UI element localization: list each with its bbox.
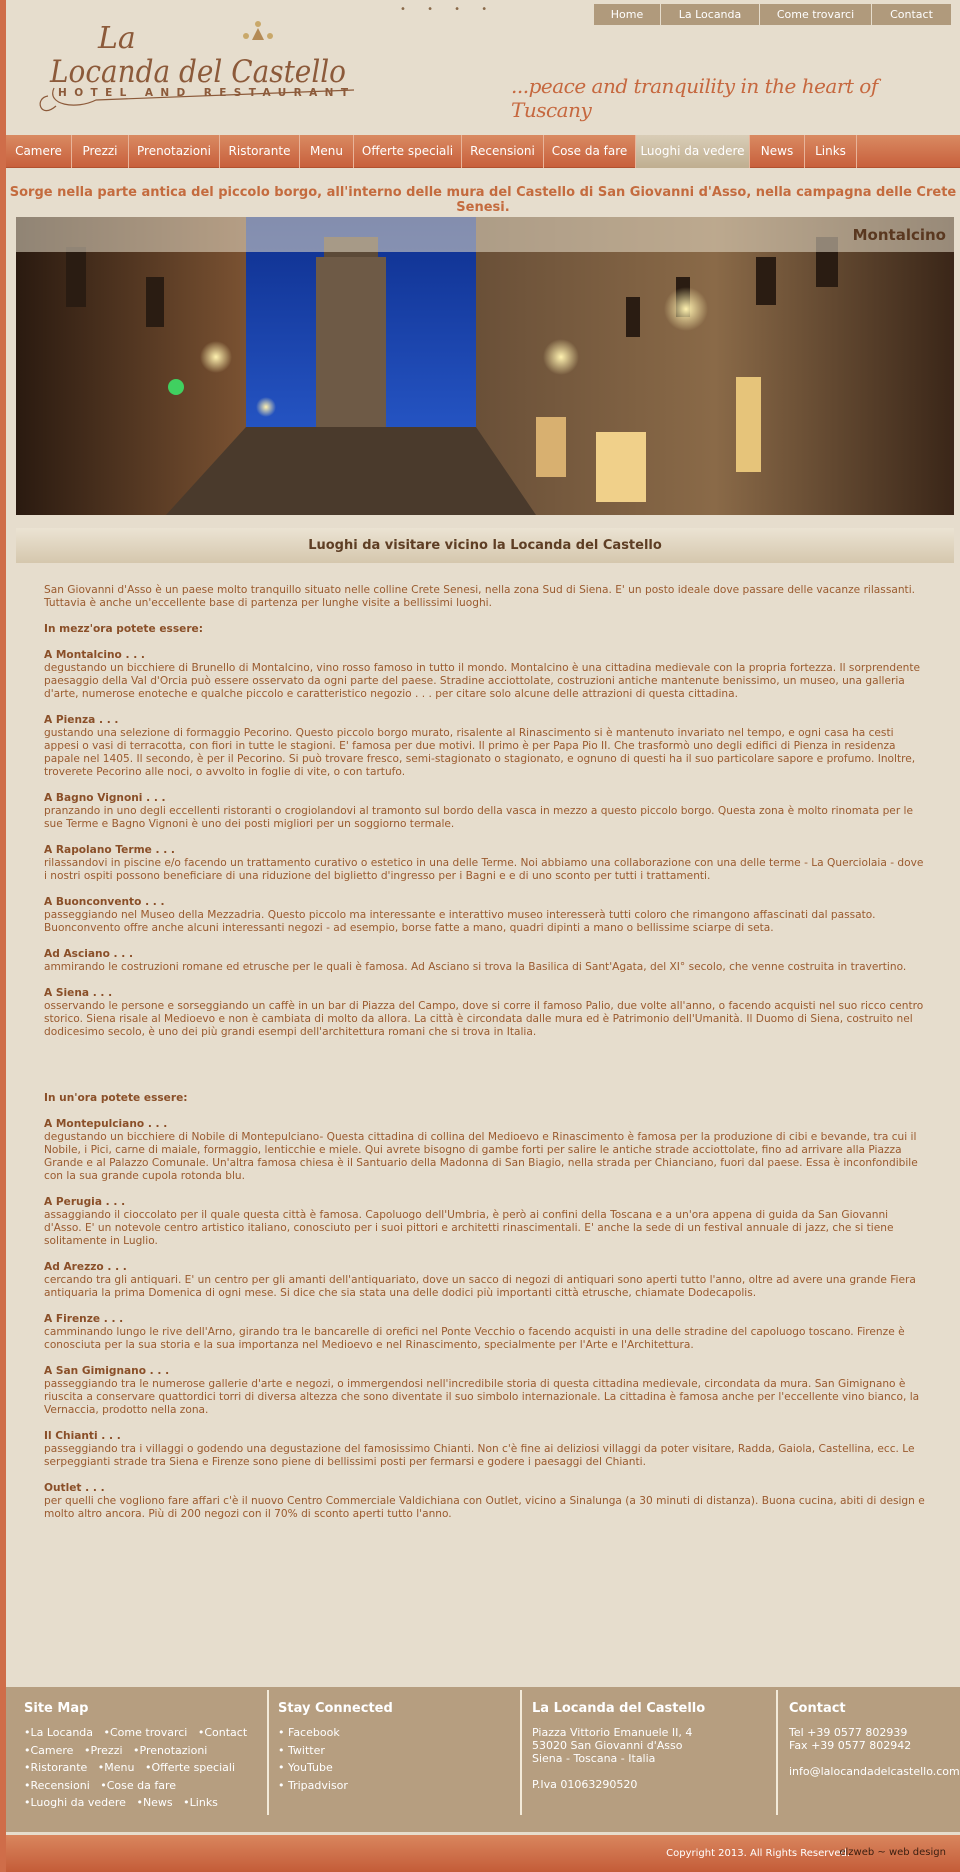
copyright-bar [6,1835,960,1872]
place-entry [44,1430,929,1469]
top-navigation [593,4,951,25]
web-design-credit-link[interactable]: elzweb ~ web design [839,1847,946,1858]
sitemap-row: •Camere •Prezzi •Prenotazioni [24,1743,208,1757]
sitemap-row: •Recensioni •Cose da fare [24,1778,177,1792]
main-navigation [6,135,960,168]
sitemap-link-luoghi-da-vedere[interactable]: Luoghi da vedere [30,1796,126,1809]
top-link-la-locanda[interactable]: La Locanda [660,4,759,25]
tripadvisor-link[interactable]: Tripadvisor [288,1778,348,1792]
footer-divider [267,1690,269,1815]
nav-cose-da-fare[interactable]: Cose da fare [544,135,636,168]
half-hour-heading: In mezz'ora potete essere: [44,623,203,635]
place-title: A San Gimignano . . . [44,1365,170,1377]
sitemap-row: •La Locanda •Come trovarci •Contact [24,1726,248,1739]
hero-caption-bar [16,217,954,252]
article-body [44,584,929,1534]
sitemap-link-recensioni[interactable]: Recensioni [30,1778,90,1792]
nav-recensioni[interactable]: Recensioni [462,135,544,168]
youtube-link[interactable]: YouTube [288,1761,333,1774]
twitter-link[interactable]: Twitter [288,1743,325,1757]
place-description: passeggiando tra i villaggi o godendo una degustazione del famosissimo Chianti. Non c'è fine ai deliziosi villaggi da poter visitare, Radda, Gaiola, Castellina, ecc. Le serpeggianti strade tra Siena e Firenze sono piene di bellissimi posti per fermarsi e godere i paesaggi del Chianti. [44,1443,915,1468]
nav-luoghi-da-vedere[interactable]: Luoghi da vedere [636,135,750,168]
place-description: gustando una selezione di formaggio Pecorino. Questo piccolo borgo murato, risalente al Rinascimento si è mantenuto invariato nel tempo, e ogni casa ha cesti appesi o vasi di terracotta, con fiori in tutte le stagioni. E' famosa per due motivi. Il primo è per Papa Pio II. Che trasformò uno degli edifici di Pienza in residenza papale nel 1405. Il secondo, è per il Pecorino. Si può trovare fresco, semi-stagionato o stagionato, e ognuno di questi ha il suo particolare sapore e profumo. Inoltre, troverete Pecorino alle noci, o avvolto in foglie di vite, o con tartufo. [44,727,916,778]
top-link-contact[interactable]: Contact [871,4,951,25]
footer-sitemap-title: Site Map [24,1701,89,1716]
place-entry [44,649,929,701]
top-link-home[interactable]: Home [593,4,660,25]
place-title: A Firenze . . . [44,1313,124,1325]
footer [6,1687,960,1832]
footer-contact [784,1687,960,1815]
place-title: A Perugia . . . [44,1196,126,1208]
sitemap-link-cose-da-fare[interactable]: Cose da fare [106,1778,177,1792]
hero-caption: Montalcino [852,226,946,244]
footer-address-title: La Locanda del Castello [532,1701,706,1716]
place-description: degustando un bicchiere di Brunello di Montalcino, vino rosso famoso in tutto il mondo. Montalcino è una cittadina medievale con la propria fortezza. Il sorprendente paesaggio della Val d'Orcia può essere osservato da ogni parte del paese. Stradine acciottolate, costruzioni antiche mantenute benissimo, un museo, una galleria d'arte, numerose enoteche e qualche piccolo e caratteristico negozio . . . per citare solo alcune delle attrazioni di questa cittadina. [44,662,920,700]
place-description: cercando tra gli antiquari. E' un centro per gli amanti dell'antiquariato, dove un sacco di negozi di antiquari sono aperti tutto l'anno, oltre ad avere una grande Fiera antiquaria la prima Domenica di ogni mese. Si dice che sia stata una delle dodici più importanti città etrusche, chiamate Dodecapolis. [44,1274,916,1299]
address-line: 53020 San Giovanni d'Asso [532,1739,683,1752]
footer-sitemap [18,1687,268,1815]
hero-image [16,217,954,515]
contact-fax: Fax +39 0577 802942 [789,1739,912,1752]
footer-divider [776,1690,778,1815]
logo-line1: La [98,21,136,56]
sitemap-link-links[interactable]: Links [189,1796,218,1809]
montalcino-street-photo [16,217,954,515]
footer-divider [520,1690,522,1815]
place-title: A Montepulciano . . . [44,1118,168,1130]
place-title: A Rapolano Terme . . . [44,844,175,856]
place-entry [44,896,929,935]
place-title: A Siena . . . [44,987,113,999]
address-line: Piazza Vittorio Emanuele II, 4 [532,1726,693,1739]
place-entry [44,1482,929,1521]
sitemap-link-menu[interactable]: Menu [104,1761,135,1774]
article-intro: San Giovanni d'Asso è un paese molto tranquillo situato nelle colline Crete Senesi, nella zona Sud di Siena. E' un posto ideale dove passare delle vacanze rilassanti. Tuttavia è anche un'eccellente base di partenza per lunghe visite a bellissimi luoghi. [44,584,916,609]
place-entry [44,948,929,974]
sitemap-link-contact[interactable]: Contact [204,1726,248,1739]
facebook-link[interactable]: Facebook [288,1726,340,1739]
sitemap-link-news[interactable]: News [142,1796,173,1809]
vat-number: P.Iva 01063290520 [532,1778,638,1791]
footer-social-title: Stay Connected [278,1701,393,1716]
sitemap-row: •Luoghi da vedere •News •Links [24,1796,218,1809]
nav-prezzi[interactable]: Prezzi [72,135,129,168]
place-title: Ad Arezzo . . . [44,1261,127,1273]
hour-heading: In un'ora potete essere: [44,1092,188,1104]
sitemap-link-ristorante[interactable]: Ristorante [30,1761,88,1774]
top-link-come-trovarci[interactable]: Come trovarci [759,4,871,25]
place-title: Outlet . . . [44,1482,105,1494]
logo-subtitle: HOTEL AND RESTAURANT [58,87,348,99]
place-title: A Pienza . . . [44,714,119,726]
place-entry [44,714,929,779]
nav-offerte-speciali[interactable]: Offerte speciali [354,135,462,168]
place-description: osservando le persone e sorseggiando un caffè in un bar di Piazza del Campo, dove si corre il famoso Palio, due volte all'anno, o facendo acquisti nel suo ricco centro storico. Siena risale al Medioevo e non è cambiata di molto da allora. La città è circondata dalle mura ed è Patrimonio dell'Umanità. Il Duomo di Siena, costruito nel dodicesimo secolo, è uno dei più grandi esempi dell'architettura romani che si trova in Italia. [44,1000,924,1038]
section-title: Luoghi da visitare vicino la Locanda del Castello [16,528,954,563]
place-description: passeggiando nel Museo della Mezzadria. Questo piccolo ma interessante e interattivo museo interesserà tutti coloro che rimangono affascinati dal passato. Buonconvento offre anche alcuni interessanti negozi - ad esempio, borse fatte a mano, quadri dipinti a mano o bellissime sciarpe di seta. [44,909,876,934]
footer-address [526,1687,781,1815]
decorative-dots: • • • • [400,4,497,15]
place-title: A Montalcino . . . [44,649,145,661]
nav-news[interactable]: News [750,135,805,168]
place-entry [44,792,929,831]
castle-crown-icon [243,21,273,40]
place-description: pranzando in uno degli eccellenti ristoranti o crogiolandovi al tramonto sul bordo della vasca in mezzo a questo piccolo borgo. Questa zona è molto rinomata per le sue Terme e Bagno Vignoni è uno dei posti migliori per un soggiorno termale. [44,805,914,830]
place-entry [44,1313,929,1352]
place-description: assaggiando il cioccolato per il quale questa città è famosa. Capoluogo dell'Umbria, è però ai confini della Toscana e a un'ora appena di guida da San Giovanni d'Asso. E' un notevole centro artistico italiano, conosciuto per i suoi pittori e architetti rinascimentali. E' anche la sede di un festival annuale di jazz, che si tiene solitamente in Luglio. [44,1209,894,1247]
place-entry [44,1261,929,1300]
place-entry [44,844,929,883]
logo-graphic [36,10,366,120]
contact-email-link[interactable]: info@lalocandadelcastello.com [789,1765,960,1778]
address-line: Siena - Toscana - Italia [532,1752,656,1765]
tagline: ...peace and tranquility in the heart of Tuscany [511,74,878,122]
nav-camere[interactable]: Camere [6,135,72,168]
place-description: degustando un bicchiere di Nobile di Montepulciano- Questa cittadina di collina del Medioevo e Rinascimento è famosa per la produzione di cibi e bevande, tra cui il Nobile, i Pici, carne di maiale, formaggio, lenticchie e miele. Qui avrete bisogno di gambe forti per salire le antiche strade acciottolate, fino ad arrivare alla Piazza Grande e al Palazzo Comunale. Un'altra famosa chiesa è il Santuario della Madonna di San Biagio, nella strada per Chianciano, fuori dal paese. Essa è inconfondibile con la sua grande cupola rotonda blu. [44,1131,918,1182]
sitemap-link-prezzi[interactable]: Prezzi [90,1743,123,1757]
sitemap-link-offerte-speciali[interactable]: Offerte speciali [151,1761,236,1774]
copyright-text: Copyright 2013. All Rights Reserved. [666,1848,850,1859]
nav-links[interactable]: Links [805,135,857,168]
place-entry [44,1118,929,1183]
logo-line2: Locanda del Castello [49,54,346,90]
site-logo[interactable] [36,10,366,120]
sitemap-link-camere[interactable]: Camere [30,1743,74,1757]
footer-social: Stay Connected • Facebook • Twitter • YouTube • Tripadvisor [272,1687,522,1815]
nav-menu[interactable]: Menu [300,135,354,168]
sitemap-link-prenotazioni[interactable]: Prenotazioni [139,1743,208,1757]
place-description: ammirando le costruzioni romane ed etrusche per le quali è famosa. Ad Asciano si trova la Basilica di Sant'Agata, del XI° secolo, che venne costruita in travertino. [44,961,907,973]
place-description: per quelli che vogliono fare affari c'è il nuovo Centro Commerciale Valdichiana con Outlet, vicino a Sinalunga (a 30 minuti di distanza). Buona cucina, abiti di design e molto altro ancora. Più di 200 negozi con il 70% di sconto aperti tutto l'anno. [44,1495,925,1520]
place-description: rilassandovi in piscine e/o facendo un trattamento curativo o estetico in una delle Terme. Noi abbiamo una collaborazione con una delle terme - La Querciolaia - dove i nostri ospiti possono beneficiare di una riduzione del biglietto d'ingresso per i Bagni e e di uno sconto per tutti i trattamenti. [44,857,924,882]
sitemap-row: •Ristorante •Menu •Offerte speciali [24,1761,236,1774]
sitemap-link-la-locanda[interactable]: La Locanda [30,1726,94,1739]
place-entry [44,1365,929,1417]
nav-ristorante[interactable]: Ristorante [220,135,300,168]
place-title: Ad Asciano . . . [44,948,133,960]
footer-contact-title: Contact [789,1701,846,1716]
place-entry [44,987,929,1039]
place-title: A Buonconvento . . . [44,896,165,908]
sitemap-link-come-trovarci[interactable]: Come trovarci [110,1726,188,1739]
contact-phone: Tel +39 0577 802939 [789,1726,908,1739]
intro-text: Sorge nella parte antica del piccolo borgo, all'interno delle mura del Castello di San Giovanni d'Asso, nella campagna delle Crete Senesi. [9,185,957,215]
place-title: Il Chianti . . . [44,1430,121,1442]
place-description: passeggiando tra le numerose gallerie d'arte e negozi, o immergendosi nell'incredibile storia di questa cittadina medievale, circondata da mura. San Gimignano è riuscita a conservare quattordici torri di diversa altezza che sono diventate il suo simbolo internazionale. La cittadina è famosa anche per l'eccellente vino bianco, la Vernaccia, prodotto nella zona. [44,1378,920,1416]
place-entry [44,1196,929,1248]
nav-prenotazioni[interactable]: Prenotazioni [129,135,220,168]
place-description: camminando lungo le rive dell'Arno, girando tra le bancarelle di orefici nel Ponte Vecchio o facendo acquisti in una delle stradine del capoluogo toscano. Firenze è conosciuta per la sua storia e la sua importanza nel Medioevo e nel Rinascimento, specialmente per l'Arte e l'Architettura. [44,1326,905,1351]
place-title: A Bagno Vignoni . . . [44,792,166,804]
